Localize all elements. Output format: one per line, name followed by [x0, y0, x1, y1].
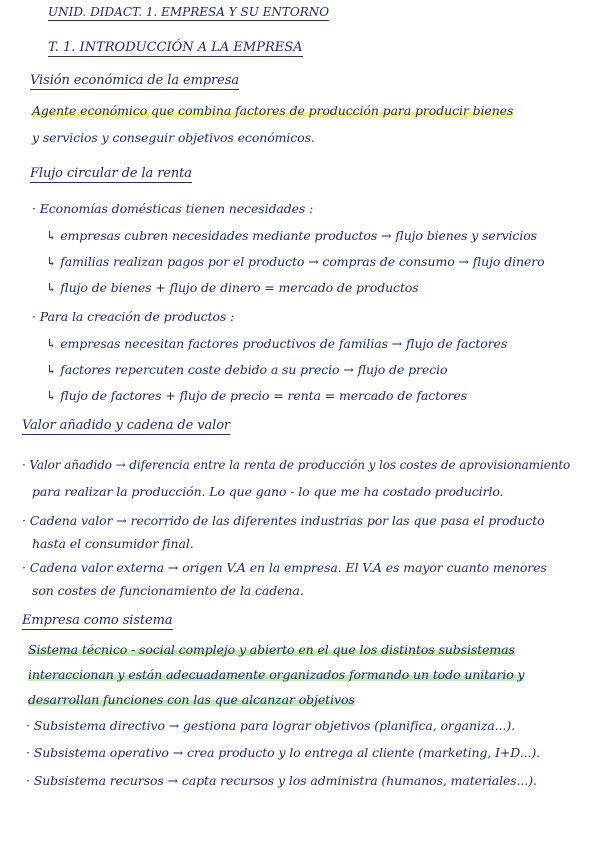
section-title-flujo: Flujo circular de la renta: [30, 166, 192, 181]
text-line: · Cadena valor → recorrido de las diferentes industrias por las que pasa el producto: [22, 513, 545, 528]
system-item: · Subsistema recursos → capta recursos y los administra (humanos, materiales...).: [26, 773, 537, 788]
system-item: · Subsistema operativo → crea producto y lo entrega al cliente (marketing, I+D...).: [26, 745, 541, 760]
text-line: hasta el consumidor final.: [32, 536, 194, 551]
sub-item: ↳ familias realizan pagos por el producto → compras de consumo → flujo dinero: [46, 254, 545, 269]
bullet: · Para la creación de productos :: [32, 309, 235, 324]
sub-item: ↳ flujo de factores + flujo de precio = renta = mercado de factores: [46, 388, 468, 403]
text-line: Sistema técnico - social complejo y abierto en el que los distintos subsistemas: [28, 642, 515, 657]
text-line: · Cadena valor externa → origen V.A en la empresa. El V.A es mayor cuanto menores: [22, 560, 547, 575]
sub-item: ↳ factores repercuten coste debido a su precio → flujo de precio: [46, 362, 448, 377]
system-item: · Subsistema directivo → gestiona para lograr objetivos (planifica, organiza...).: [26, 718, 515, 733]
text-line: y servicios y conseguir objetivos económicos.: [32, 130, 315, 145]
section-title-vision: Visión económica de la empresa: [30, 73, 239, 88]
text-line: son costes de funcionamiento de la cadena.: [32, 583, 304, 598]
unit-heading: UNID. DIDACT. 1. EMPRESA Y SU ENTORNO: [48, 5, 330, 19]
sub-item: ↳ flujo de bienes + flujo de dinero = mercado de productos: [46, 280, 419, 295]
section-title-valor: Valor añadido y cadena de valor: [22, 418, 231, 433]
text-line: Agente económico que combina factores de producción para producir bienes: [32, 103, 514, 118]
bullet: · Economías domésticas tienen necesidades :: [32, 201, 314, 216]
sub-item: ↳ empresas cubren necesidades mediante productos → flujo bienes y servicios: [46, 228, 537, 243]
section-title-sistema: Empresa como sistema: [22, 613, 173, 628]
text-line: interaccionan y están adecuadamente organizados formando un todo unitario y: [28, 667, 525, 682]
text-line: · Valor añadido → diferencia entre la renta de producción y los costes de aprovisionamiento: [22, 458, 571, 472]
topic-title: T. 1. INTRODUCCIÓN A LA EMPRESA: [48, 40, 303, 55]
text-line: para realizar la producción. Lo que gano - lo que me ha costado producirlo.: [32, 484, 504, 499]
sub-item: ↳ empresas necesitan factores productivos de familias → flujo de factores: [46, 336, 508, 351]
text-line: desarrollan funciones con las que alcanzar objetivos: [28, 692, 355, 707]
